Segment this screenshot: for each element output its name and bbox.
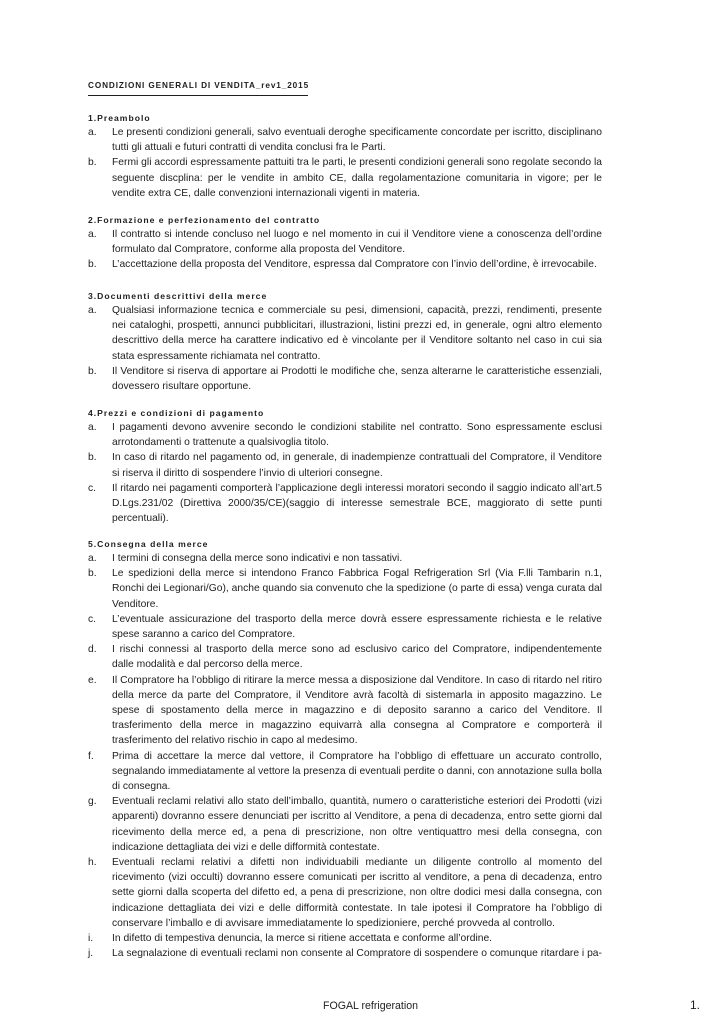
section-heading: 4.Prezzi e condizioni di pagamento (88, 408, 265, 418)
list-item (88, 450, 604, 480)
list-item (88, 551, 604, 566)
item-letter: i. (88, 933, 94, 945)
section-prezzi (88, 407, 604, 526)
item-text: Eventuali reclami relativi a difetti non individuabili mediante un diligente controllo al momento del ricevimento (vizi occulti) dovranno essere comunicati per iscritto al venditore, a pena di decadenza, entro sette giorni dalla scoperta del difetto ed, a pena di prescrizione, non oltre dodici mesi dalla consegna, con indicazione dettagliata dei vizi e delle difformità contestate. In tale ipotesi il Compratore ha l’obbligo di conservare l’imballo e di avvisare immediatamente lo spedizioniere, perché provveda al controllo. (112, 857, 602, 929)
item-text: La segnalazione di eventuali reclami non consente al Compratore di sospendere o comunque ritardare i pa- (112, 948, 602, 960)
item-text: Qualsiasi informazione tecnica e commerciale su pesi, dimensioni, capacità, prezzi, rendimenti, presente nei cataloghi, prospetti, annunci pubblicitari, illustrazioni, listini prezzi ed, in generale, ogni altro elemento descrittivo della merce ha carattere indicativo ed è vincolante per il Venditore soltanto nel caso in cui sia stata espressamente richiamata nel contratto. (112, 305, 602, 362)
item-letter: h. (88, 857, 97, 869)
item-text: Le spedizioni della merce si intendono Franco Fabbrica Fogal Refrigeration Srl (Via F.lli Tambarin n.1, Ronchi dei Legionari/Go), anche quando sia convenuto che la spedizione (o parte di essa) venga curata dal Venditore. (112, 568, 602, 610)
list-item (88, 155, 604, 201)
list-item (88, 946, 604, 961)
item-letter: a. (88, 422, 97, 433)
page-number: 1. (690, 998, 701, 1012)
list-item (88, 566, 604, 612)
list-item (88, 612, 604, 642)
item-text: Fermi gli accordi espressamente pattuiti tra le parti, le presenti condizioni generali sono regolate secondo la seguente discplina: per le vendite in ambito CE, dalla regolamentazione comunitaria in vigore; per le vendite extra CE, dalle convenzioni internazionali vigenti in materia. (112, 157, 602, 199)
item-letter: b. (88, 452, 97, 464)
item-letter: a. (88, 553, 97, 564)
section-formazione (88, 214, 604, 273)
item-text: I rischi connessi al trasporto della merce sono ad esclusivo carico del Compratore, indipendentemente dalle modalità e dal percorso della merce. (112, 644, 602, 671)
item-letter: j. (88, 948, 94, 960)
item-text: L’eventuale assicurazione del trasporto della merce dovrà essere espressamente richiesta e le relative spese saranno a carico del Compratore. (112, 613, 602, 641)
list-item (88, 364, 604, 394)
item-text: Il Compratore ha l’obbligo di ritirare la merce messa a disposizione dal Venditore. In caso di ritardo nel ritiro della merce da parte del Compratore, il Venditore avrà facoltà di sistemarla in apposito magazzino. Le spese di spostamento della merce in magazzino e di deposito saranno a carico del Venditore. Il trasferimento della merce in magazzino equivarrà alla consegna al Compratore e comporterà il trasferimento del relativo rischio in capo al medesimo. (112, 674, 602, 747)
item-letter: a. (88, 127, 97, 138)
list-item (88, 673, 604, 749)
item-letter: f. (88, 750, 94, 762)
list-item (88, 420, 604, 450)
section-consegna (88, 538, 604, 961)
item-letter: d. (88, 644, 97, 656)
item-letter: b. (88, 259, 97, 271)
item-text: I pagamenti devono avvenire secondo le condizioni stabilite nel contratto. Sono espressamente esclusi arrotondamenti o trattenute a qualsivoglia titolo. (112, 422, 602, 449)
item-letter: a. (88, 305, 97, 316)
list-item (88, 642, 604, 672)
list-item (88, 227, 604, 257)
section-documenti (88, 290, 604, 394)
item-text: Eventuali reclami relativi allo stato dell’imballo, quantità, numero o caratteristiche esteriori dei Prodotti (vizi apparenti) dovranno essere denunciati per iscritto al Venditore, a pena di decadenza, entro sette giorni dal ricevimento della merce ed, a pena di prescrizione, non oltre ventiquattro mesi della consegna, con indicazione dettagliata dei vizi e delle difformità contestate. (112, 796, 602, 853)
list-item (88, 481, 604, 527)
footer-brand: FOGAL refrigeration (323, 1000, 418, 1012)
section-preambolo (88, 112, 604, 201)
item-letter: g. (88, 796, 97, 808)
item-text: Il Venditore si riserva di apportare ai Prodotti le modifiche che, senza alterarne le caratteristiche essenziali, dovessero risultare opportune. (112, 365, 602, 393)
list-item (88, 855, 604, 931)
item-text: L’accettazione della proposta del Venditore, espressa dal Compratore con l’invio dell’ordine, è irrevocabile. (112, 259, 597, 271)
item-text: In difetto di tempestiva denuncia, la merce si ritiene accettata e conforme all’ordine. (112, 933, 493, 945)
item-text: Le presenti condizioni generali, salvo eventuali deroghe specificamente concordate per iscritto, disciplinano tutti gli attuali e futuri contratti di vendita conclusi fra le Parti. (112, 127, 602, 154)
section-heading: 3.Documenti descrittivi della merce (88, 291, 268, 301)
item-letter: b. (88, 157, 97, 169)
list-item (88, 794, 604, 855)
list-item (88, 125, 604, 155)
item-text: Il contratto si intende concluso nel luogo e nel momento in cui il Venditore viene a conoscenza dell’ordine formulato dal Compratore, conforme alla proposta del Venditore. (112, 229, 602, 256)
item-text: I termini di consegna della merce sono indicativi e non tassativi. (112, 553, 403, 564)
list-item (88, 257, 604, 272)
section-heading: 2.Formazione e perfezionamento del contratto (88, 215, 321, 225)
section-heading: 5.Consegna della merce (88, 539, 209, 549)
item-letter: e. (88, 674, 97, 686)
section-heading: 1.Preambolo (88, 113, 151, 123)
item-text: In caso di ritardo nel pagamento od, in generale, di inadempienze contrattuali del Compratore, il Venditore si riserva il diritto di sospendere l’invio di ulteriori consegne. (112, 452, 602, 479)
item-letter: c. (88, 613, 97, 625)
document-title: CONDIZIONI GENERALI DI VENDITA_rev1_2015 (88, 81, 310, 90)
title-underline (88, 95, 308, 96)
list-item (88, 931, 604, 946)
item-letter: b. (88, 568, 97, 580)
item-text: Prima di accettare la merce dal vettore, il Compratore ha l’obbligo di effettuare un accurato controllo, segnalando immediatamente al vettore la presenza di eventuali perdite o danni, con annotazione sulla bolla di consegna. (112, 750, 602, 793)
item-letter: b. (88, 365, 97, 377)
item-text: Il ritardo nei pagamenti comporterà l’applicazione degli interessi moratori secondo il saggio indicato all’art.5 D.Lgs.231/02 (Direttiva 2000/35/CE)(saggio di interesse semestrale BCE, maggiorato di sette punti percentuali). (112, 482, 602, 525)
list-item (88, 749, 604, 795)
item-letter: c. (88, 482, 97, 494)
list-item (88, 303, 604, 364)
item-letter: a. (88, 229, 97, 240)
